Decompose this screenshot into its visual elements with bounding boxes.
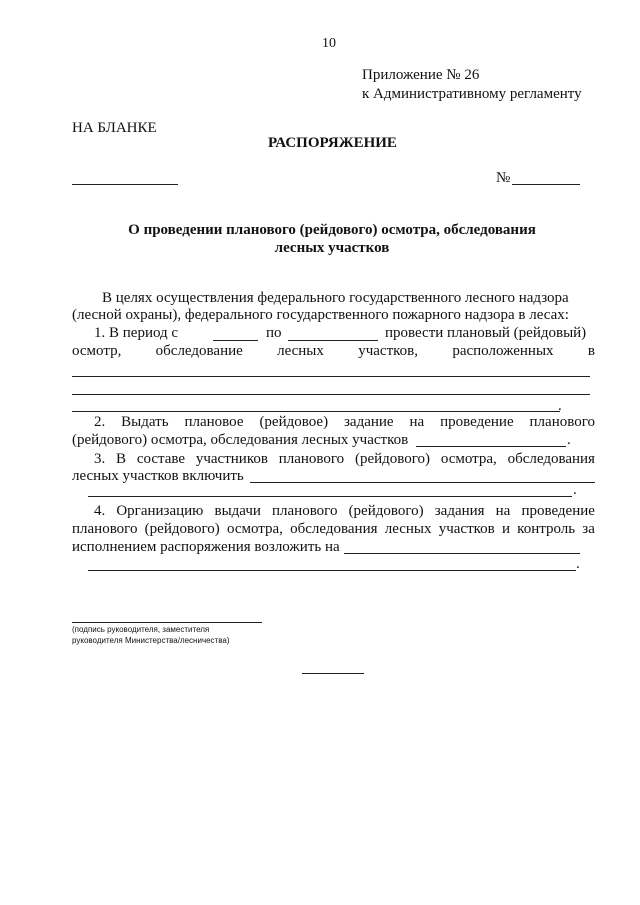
item2-blank xyxy=(416,446,566,447)
item4-line-2 xyxy=(72,521,595,538)
item4-blank-line-1 xyxy=(344,553,580,554)
item3-word: планового xyxy=(278,451,345,467)
closing-divider xyxy=(302,673,364,674)
date-blank-line xyxy=(72,184,178,185)
intro-line-2: (лесной охраны), федерального государственного пожарного надзора в лесах: xyxy=(72,307,569,323)
item4-word: лесных xyxy=(384,521,432,537)
intro-line-1: В целях осуществления федерального государственного лесного надзора xyxy=(102,290,569,306)
item2-word: Выдать xyxy=(121,414,169,430)
item4-word: 4. xyxy=(94,503,106,519)
item2-period: . xyxy=(567,432,571,448)
appendix-line-2: к Административному регламенту xyxy=(362,86,582,102)
item4-word: и xyxy=(501,521,510,537)
item4-word: участков xyxy=(438,521,495,537)
item3-word: составе xyxy=(136,451,186,467)
item1-word: в xyxy=(587,343,595,359)
item4-word: задания xyxy=(434,503,485,519)
item2-word: на xyxy=(409,414,425,430)
item4-line-1 xyxy=(94,503,595,520)
item4-line-3: исполнением распоряжения возложить на xyxy=(72,539,340,555)
item1-to-blank xyxy=(288,340,378,341)
item3-word: осмотра, xyxy=(440,451,497,467)
item1-word: осмотр, xyxy=(72,343,122,359)
item3-line-2: лесных участков включить xyxy=(72,468,244,484)
page-number: 10 xyxy=(322,36,336,51)
item1-period-to-label: по xyxy=(266,325,282,341)
item4-word: проведение xyxy=(521,503,595,519)
item3-period: . xyxy=(573,482,577,498)
item2-word: планового xyxy=(529,414,595,430)
number-blank-line xyxy=(512,184,580,185)
item3-blank-line-2 xyxy=(88,496,572,497)
item4-blank-line-2 xyxy=(88,570,576,571)
item1-blank-line-3 xyxy=(72,411,560,412)
item4-word: (рейдового) xyxy=(144,521,220,537)
item4-word: выдачи xyxy=(214,503,261,519)
item3-line-1 xyxy=(94,451,595,468)
item2-word: (рейдовое) xyxy=(259,414,329,430)
item1-word: обследование xyxy=(155,343,243,359)
item1-blank-line-1 xyxy=(72,376,590,377)
item1-line-2 xyxy=(72,343,595,360)
item1-word: расположенных xyxy=(452,343,554,359)
item4-period: . xyxy=(576,556,580,572)
document-title: РАСПОРЯЖЕНИЕ xyxy=(268,135,397,151)
item4-word: планового xyxy=(72,521,138,537)
appendix-line-1: Приложение № 26 xyxy=(362,67,480,83)
item2-word: 2. xyxy=(94,414,106,430)
item4-word: контроль xyxy=(517,521,576,537)
item4-word: Организацию xyxy=(116,503,204,519)
item3-word: В xyxy=(116,451,127,467)
number-label: № xyxy=(496,170,511,186)
item1-period: . xyxy=(558,398,562,414)
item4-word: на xyxy=(495,503,511,519)
signature-caption-line-2: руководителя Министерства/лесничества) xyxy=(72,636,230,645)
item1-blank-line-2 xyxy=(72,394,590,395)
item2-word: плановое xyxy=(184,414,244,430)
item3-word: 3. xyxy=(94,451,106,467)
item3-word: обследования xyxy=(507,451,595,467)
item3-blank-line-1 xyxy=(250,482,595,483)
item4-word: обследования xyxy=(290,521,378,537)
item2-word: задание xyxy=(344,414,394,430)
signature-line xyxy=(72,622,262,623)
item1-conduct-text: провести плановый (рейдовый) xyxy=(385,325,587,341)
item1-period-from-label: 1. В период с xyxy=(94,325,179,341)
signature-caption-line-1: (подпись руководителя, заместителя xyxy=(72,625,210,634)
item3-word: (рейдового) xyxy=(354,451,431,467)
item4-word: планового xyxy=(272,503,338,519)
on-letterhead-label: НА БЛАНКЕ xyxy=(72,120,157,136)
item1-word: участков, xyxy=(358,343,418,359)
item2-line-2: (рейдового) осмотра, обследования лесных участков xyxy=(72,432,409,448)
heading-line-1: О проведении планового (рейдового) осмотра, обследования xyxy=(128,222,536,238)
item2-word: проведение xyxy=(440,414,514,430)
item1-from-blank xyxy=(213,340,258,341)
heading-line-2: лесных участков xyxy=(274,240,390,256)
item1-word: лесных xyxy=(277,343,324,359)
item3-word: участников xyxy=(195,451,268,467)
item4-word: за xyxy=(582,521,595,537)
item4-word: осмотра, xyxy=(226,521,283,537)
item2-line-1 xyxy=(94,414,595,431)
item4-word: (рейдового) xyxy=(348,503,424,519)
